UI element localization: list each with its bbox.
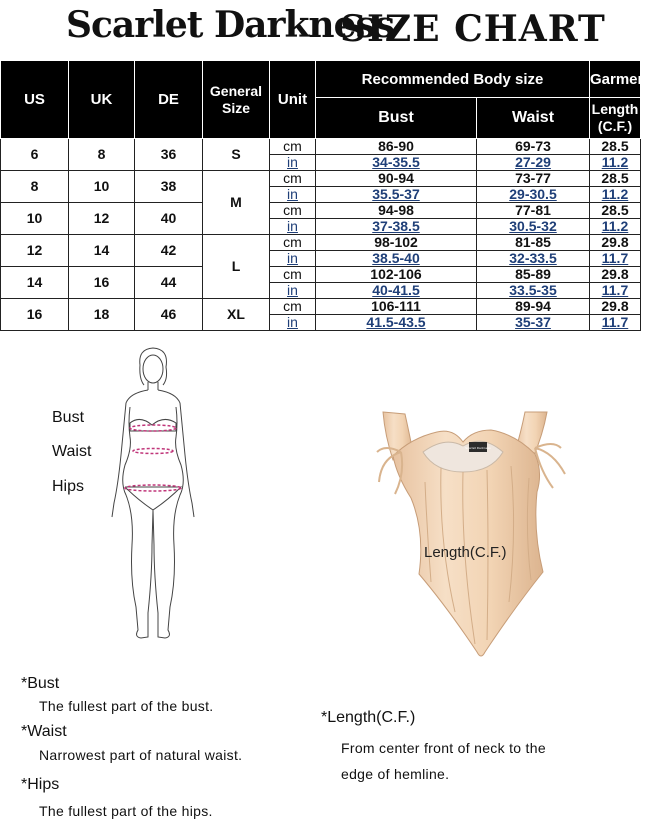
cell-length: 11.2: [590, 187, 641, 203]
cell-unit: in: [270, 155, 316, 171]
cell-bust: 94-98: [316, 203, 477, 219]
cell-uk: 10: [69, 171, 135, 203]
note-waist-text: Narrowest part of natural waist.: [39, 747, 243, 763]
brand-logo: Scarlet Darkness: [66, 4, 395, 46]
cell-waist: 27-29: [477, 155, 590, 171]
cell-waist: 30.5-32: [477, 219, 590, 235]
cell-unit: in: [270, 283, 316, 299]
cell-length: 11.7: [590, 283, 641, 299]
cell-general-size: S: [203, 139, 270, 171]
cell-de: 40: [135, 203, 203, 235]
note-length-text-2: edge of hemline.: [341, 766, 450, 782]
cell-waist: 89-94: [477, 299, 590, 315]
cell-length: 28.5: [590, 139, 641, 155]
cell-unit: cm: [270, 203, 316, 219]
size-chart-table: [0, 60, 652, 331]
note-bust-text: The fullest part of the bust.: [39, 698, 214, 714]
cell-us: 6: [1, 139, 69, 171]
cell-bust: 41.5-43.5: [316, 315, 477, 331]
cell-unit: in: [270, 219, 316, 235]
cell-de: 42: [135, 235, 203, 267]
cell-length: 11.7: [590, 251, 641, 267]
cell-unit: cm: [270, 139, 316, 155]
length-cf-label: Length(C.F.): [424, 544, 507, 561]
cell-waist: 85-89: [477, 267, 590, 283]
cell-length: 28.5: [590, 203, 641, 219]
cell-us: 16: [1, 299, 69, 331]
cell-de: 38: [135, 171, 203, 203]
cell-waist: 77-81: [477, 203, 590, 219]
cell-waist: 69-73: [477, 139, 590, 155]
cell-de: 36: [135, 139, 203, 171]
garment-tag-text: Scarlet Darkness: [465, 446, 491, 450]
cell-unit: cm: [270, 267, 316, 283]
cell-de: 46: [135, 299, 203, 331]
cell-us: 8: [1, 171, 69, 203]
cell-us: 10: [1, 203, 69, 235]
corset-garment-image: [375, 412, 600, 662]
cell-us: 12: [1, 235, 69, 267]
cell-general-size: M: [203, 171, 270, 235]
header: [0, 0, 640, 60]
cell-waist: 81-85: [477, 235, 590, 251]
cell-bust: 37-38.5: [316, 219, 477, 235]
cell-length: 11.7: [590, 315, 641, 331]
cell-length: 28.5: [590, 171, 641, 187]
cell-bust: 102-106: [316, 267, 477, 283]
cell-unit: cm: [270, 235, 316, 251]
cell-unit: in: [270, 187, 316, 203]
header-waist: Waist: [477, 98, 590, 139]
label-waist: Waist: [52, 443, 92, 460]
note-waist-title: *Waist: [21, 723, 67, 740]
cell-bust: 106-111: [316, 299, 477, 315]
cell-bust: 34-35.5: [316, 155, 477, 171]
cell-uk: 12: [69, 203, 135, 235]
cell-general-size: L: [203, 235, 270, 299]
cell-waist: 35-37: [477, 315, 590, 331]
header-recommended-body-size: Recommended Body size: [316, 61, 590, 98]
cell-length: 29.8: [590, 299, 641, 315]
label-bust: Bust: [52, 409, 85, 426]
cell-bust: 86-90: [316, 139, 477, 155]
header-de: DE: [135, 61, 203, 139]
cell-unit: cm: [270, 299, 316, 315]
note-length-title: *Length(C.F.): [321, 709, 416, 726]
cell-length: 29.8: [590, 235, 641, 251]
cell-length: 11.2: [590, 155, 641, 171]
cell-waist: 73-77: [477, 171, 590, 187]
cell-bust: 35.5-37: [316, 187, 477, 203]
cell-unit: cm: [270, 171, 316, 187]
cell-bust: 40-41.5: [316, 283, 477, 299]
header-unit: Unit: [270, 61, 316, 139]
cell-us: 14: [1, 267, 69, 299]
cell-waist: 29-30.5: [477, 187, 590, 203]
body-figure-illustration: [108, 345, 198, 645]
note-hips-text: The fullest part of the hips.: [39, 803, 213, 819]
cell-bust: 38.5-40: [316, 251, 477, 267]
cell-length: 11.2: [590, 219, 641, 235]
page-title: SIZE CHART: [340, 8, 606, 50]
cell-uk: 8: [69, 139, 135, 171]
label-hips: Hips: [52, 478, 85, 495]
cell-uk: 16: [69, 267, 135, 299]
cell-bust: 90-94: [316, 171, 477, 187]
header-uk: UK: [69, 61, 135, 139]
header-garment: Garment: [590, 61, 641, 98]
cell-length: 29.8: [590, 267, 641, 283]
cell-uk: 14: [69, 235, 135, 267]
header-length: Length (C.F.): [590, 98, 641, 139]
cell-uk: 18: [69, 299, 135, 331]
note-bust-title: *Bust: [21, 675, 60, 692]
header-bust: Bust: [316, 98, 477, 139]
header-us: US: [1, 61, 69, 139]
header-general-size: General Size: [203, 61, 270, 139]
cell-waist: 33.5-35: [477, 283, 590, 299]
cell-unit: in: [270, 315, 316, 331]
cell-de: 44: [135, 267, 203, 299]
note-hips-title: *Hips: [21, 776, 60, 793]
cell-general-size: XL: [203, 299, 270, 331]
cell-unit: in: [270, 251, 316, 267]
cell-bust: 98-102: [316, 235, 477, 251]
note-length-text-1: From center front of neck to the: [341, 740, 546, 756]
cell-waist: 32-33.5: [477, 251, 590, 267]
